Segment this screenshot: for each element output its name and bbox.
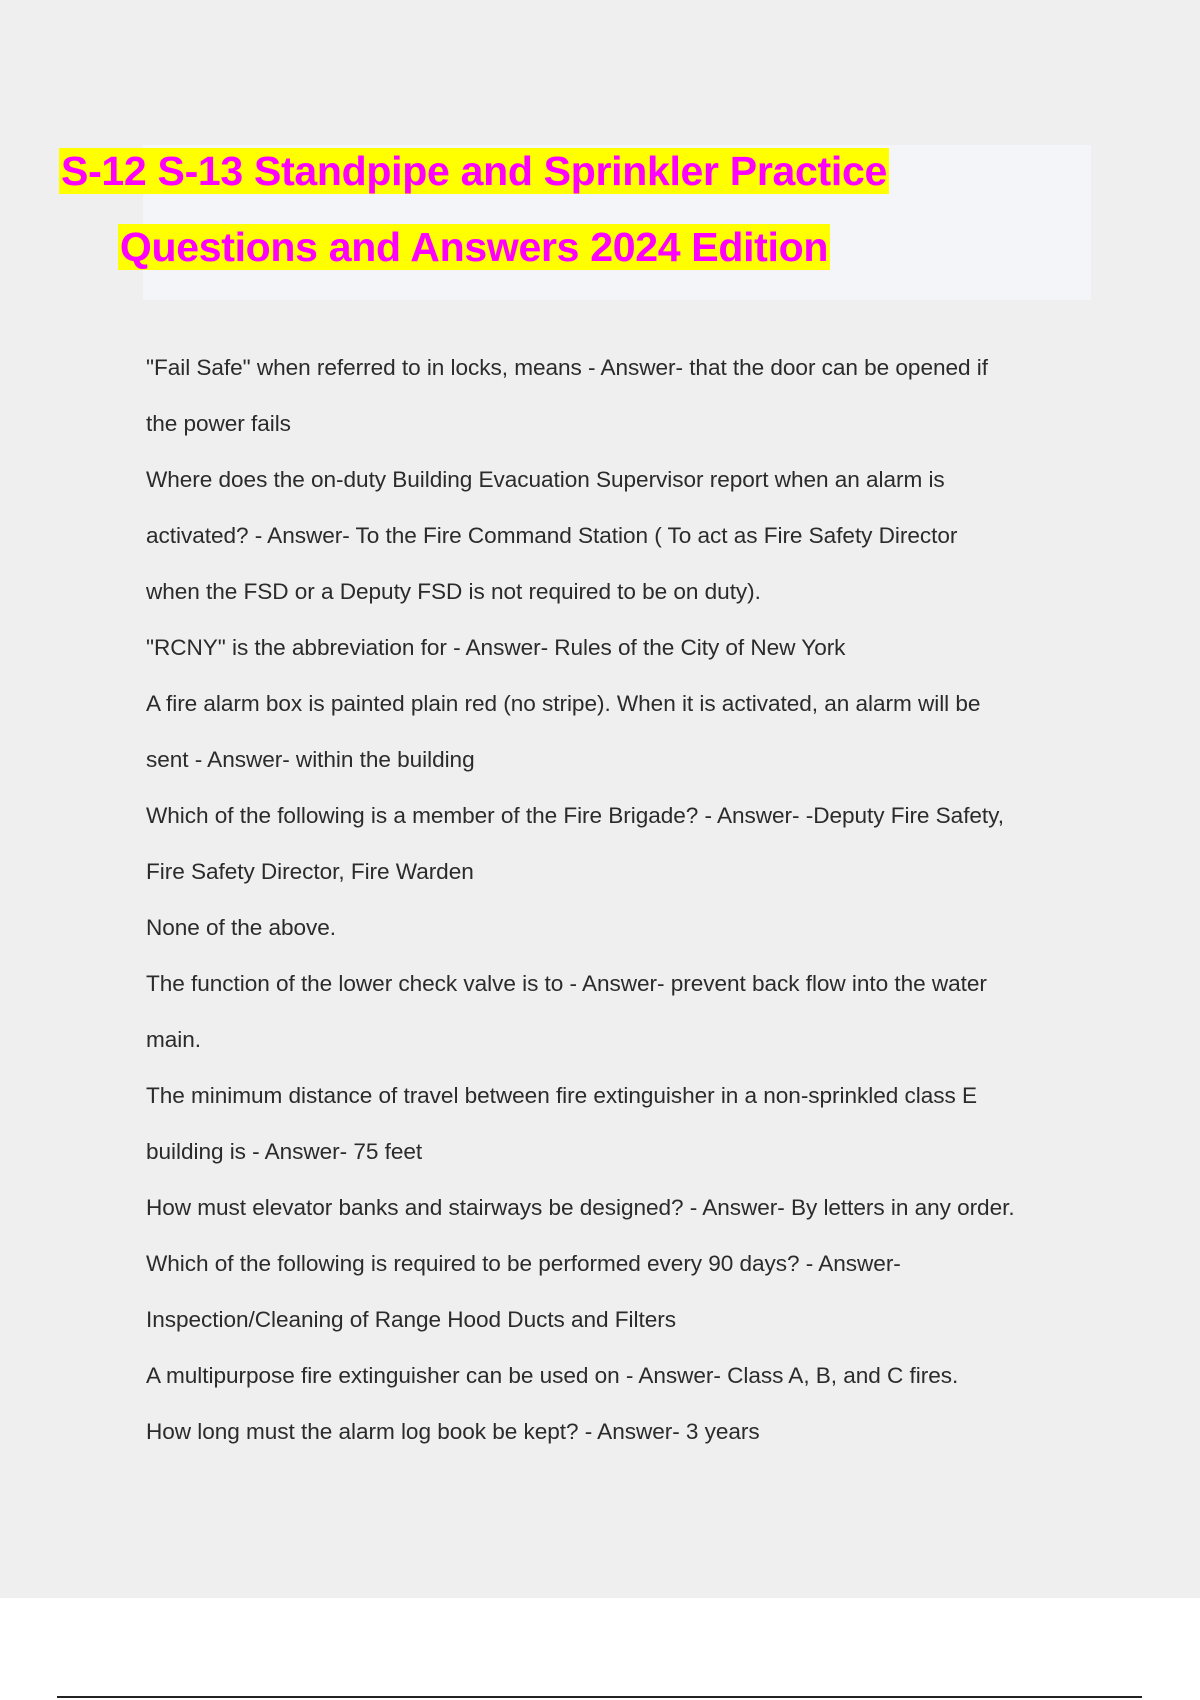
text-line: A fire alarm box is painted plain red (no stripe). When it is activated, an alarm will be [146, 691, 981, 716]
text-line: building is - Answer- 75 feet [146, 1139, 423, 1164]
text-line: when the FSD or a Deputy FSD is not required to be on duty). [146, 579, 761, 604]
text-line: A multipurpose fire extinguisher can be used on - Answer- Class A, B, and C fires. [146, 1363, 959, 1388]
document-title-line-2 [0, 222, 948, 272]
text-line: Which of the following is a member of the Fire Brigade? - Answer- -Deputy Fire Safety, [146, 803, 1004, 828]
title-highlight-1: S-12 S-13 Standpipe and Sprinkler Practice [61, 148, 887, 194]
text-line: The function of the lower check valve is to - Answer- prevent back flow into the water [146, 971, 987, 996]
text-line: Fire Safety Director, Fire Warden [146, 859, 474, 884]
text-line: Which of the following is required to be performed every 90 days? - Answer- [146, 1251, 901, 1276]
text-line: How must elevator banks and stairways be designed? - Answer- By letters in any order. [146, 1195, 1015, 1220]
text-line: "Fail Safe" when referred to in locks, means - Answer- that the door can be opened if [146, 355, 988, 380]
text-line: Inspection/Cleaning of Range Hood Ducts and Filters [146, 1307, 676, 1332]
text-line: sent - Answer- within the building [146, 747, 475, 772]
text-line: The minimum distance of travel between fire extinguisher in a non-sprinkled class E [146, 1083, 977, 1108]
document-body [146, 340, 1096, 1460]
text-line: Where does the on-duty Building Evacuation Supervisor report when an alarm is [146, 467, 945, 492]
text-line: "RCNY" is the abbreviation for - Answer- Rules of the City of New York [146, 635, 846, 660]
text-line: None of the above. [146, 915, 337, 940]
text-line: the power fails [146, 411, 291, 436]
document-title-line-1 [0, 146, 948, 196]
footer-divider [57, 1696, 1142, 1698]
text-line: main. [146, 1027, 201, 1052]
text-line: activated? - Answer- To the Fire Command Station ( To act as Fire Safety Director [146, 523, 958, 548]
text-line: How long must the alarm log book be kept? - Answer- 3 years [146, 1419, 760, 1444]
title-highlight-2: Questions and Answers 2024 Edition [119, 224, 829, 270]
